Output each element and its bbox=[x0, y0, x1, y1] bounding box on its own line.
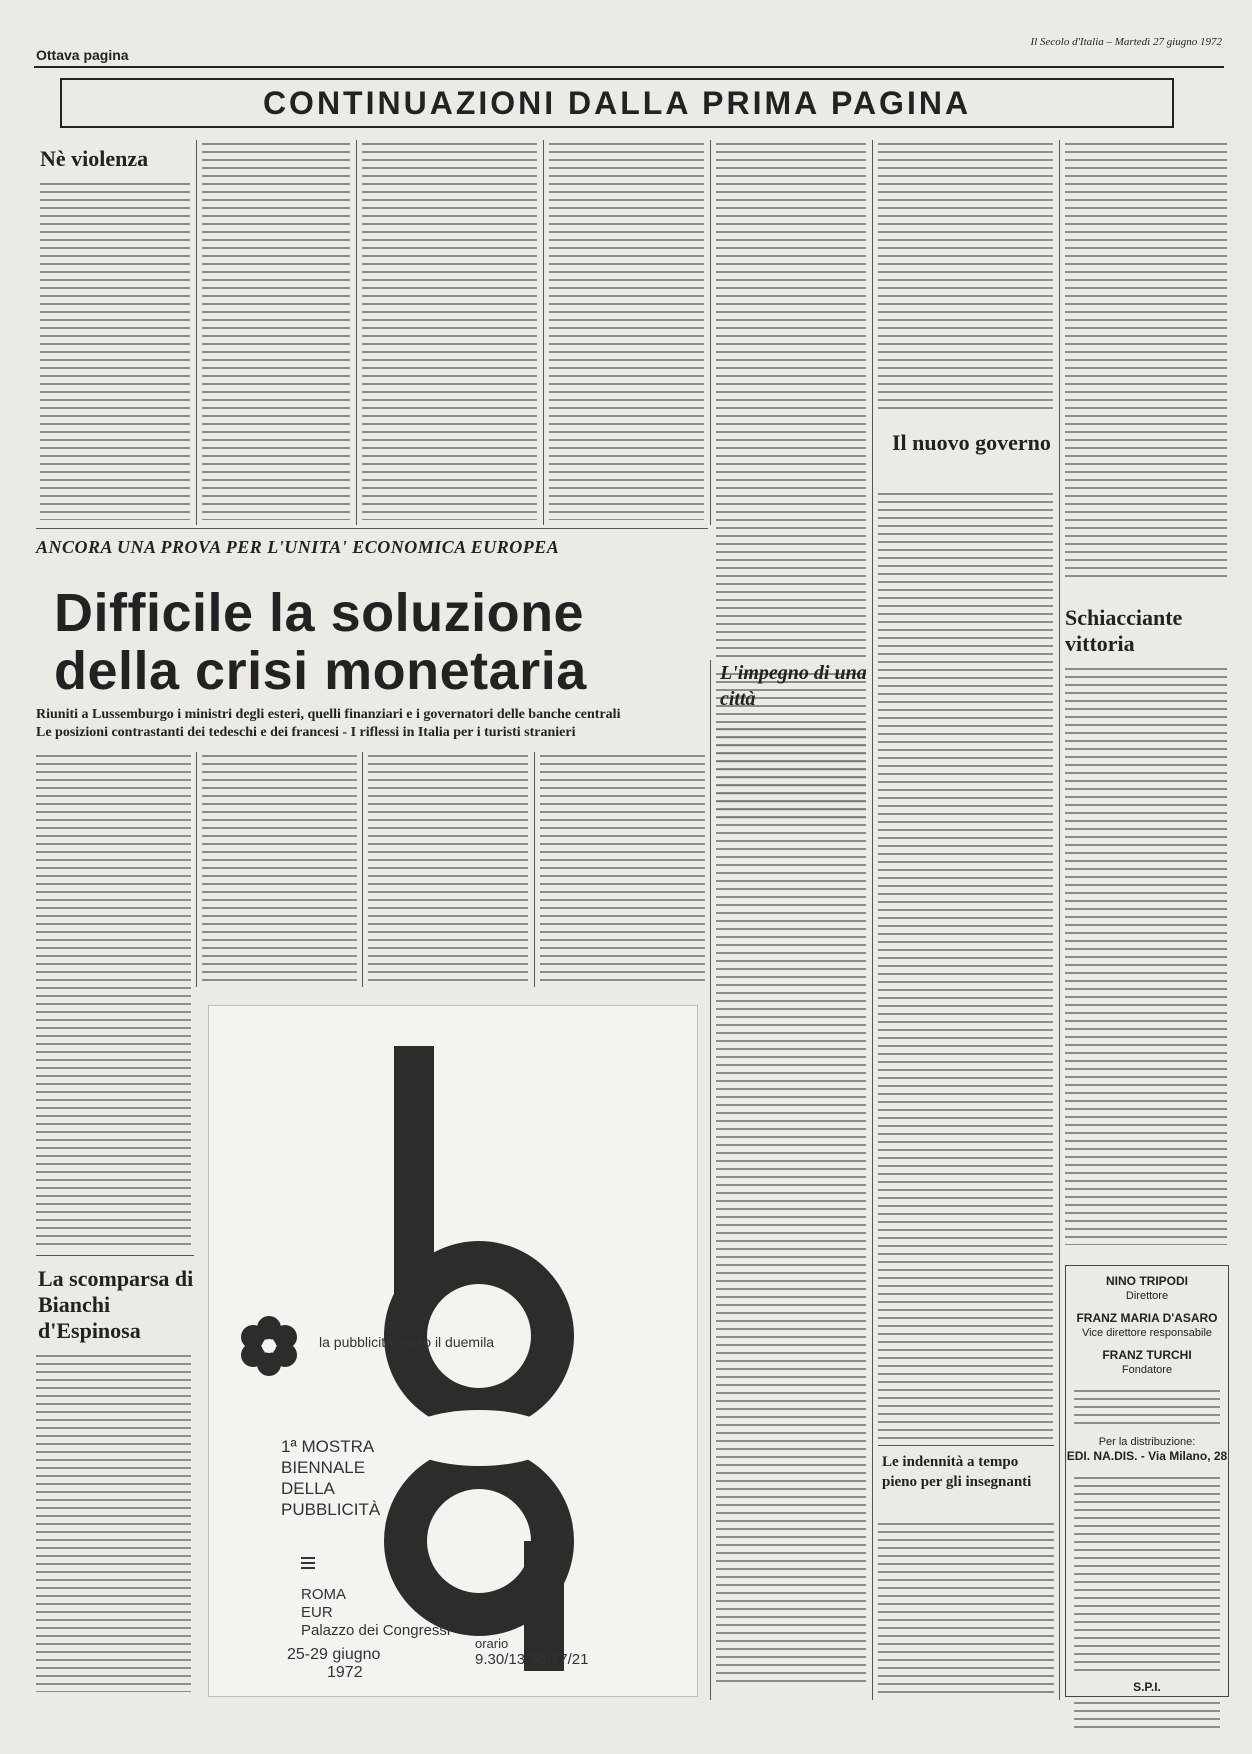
responsible-role: Vice direttore responsabile bbox=[1081, 1327, 1213, 1339]
scomparsa-title: La scomparsa di Bianchi d'Espinosa bbox=[38, 1266, 194, 1343]
main-headline-line1: Difficile la soluzione bbox=[54, 583, 585, 643]
ad-hours: orario 9.30/13.30-17/21 bbox=[475, 1636, 589, 1668]
ne-violenza-col-4 bbox=[549, 140, 704, 520]
main-story-col-1 bbox=[36, 752, 191, 1247]
advertisement-mostra-pubblicita bbox=[208, 1005, 698, 1697]
masthead-credits-box bbox=[1065, 1265, 1229, 1697]
csp-mark-icon bbox=[301, 1558, 315, 1568]
ne-violenza-col-3 bbox=[362, 140, 537, 520]
masthead-date: Il Secolo d'Italia – Martedì 27 giugno 1972 bbox=[1030, 36, 1222, 48]
main-subhead-line2: Le posizioni contrastanti dei tedeschi e dei francesi - I riflessi in Italia per i turisti stranieri bbox=[36, 725, 576, 740]
main-story-col-4 bbox=[540, 752, 705, 987]
founder-role: Fondatore bbox=[1121, 1364, 1173, 1376]
continuation-col-6 bbox=[878, 140, 1053, 415]
printer-name: S.P.I. bbox=[1133, 1680, 1161, 1694]
main-story-col-3 bbox=[368, 752, 528, 987]
indennita-title: Le indennità a tempo pieno per gli insegnanti bbox=[882, 1454, 1032, 1490]
header-rule bbox=[34, 66, 1224, 68]
distribution-value: EDI. NA.DIS. - Via Milano, 28 bbox=[1066, 1449, 1228, 1463]
continuation-col-5 bbox=[716, 140, 866, 660]
schiacciante-body bbox=[1065, 665, 1227, 1245]
main-story-kicker: ANCORA UNA PROVA PER L'UNITA' ECONOMICA EUROPEA bbox=[36, 537, 560, 557]
main-story-col-2 bbox=[202, 752, 357, 987]
ne-violenza-title: Nè violenza bbox=[40, 146, 149, 171]
ad-dates: 25-29 giugno 1972 bbox=[287, 1646, 381, 1681]
ad-location: ROMA EUR Palazzo dei Congressi bbox=[301, 1586, 451, 1639]
main-subhead-line1: Riuniti a Lussemburgo i ministri degli esteri, quelli finanziari e i governatori delle banche centrali bbox=[36, 707, 621, 722]
responsible-name: FRANZ MARIA D'ASARO bbox=[1076, 1311, 1218, 1325]
ne-violenza-col-1 bbox=[40, 180, 190, 520]
director-name: NINO TRIPODI bbox=[1105, 1274, 1188, 1288]
nuovo-governo-body bbox=[878, 490, 1053, 1440]
impegno-body bbox=[716, 725, 866, 1685]
schiacciante-title: Schiacciante vittoria bbox=[1065, 605, 1183, 656]
ne-violenza-col-2 bbox=[202, 140, 350, 520]
continuation-banner: CONTINUAZIONI DALLA PRIMA PAGINA bbox=[60, 78, 1174, 128]
director-role: Direttore bbox=[1125, 1290, 1169, 1302]
ad-event-title: 1ª MOSTRA BIENNALE DELLA PUBBLICITÀ bbox=[281, 1437, 381, 1519]
bp-logo-graphic bbox=[209, 1006, 697, 1696]
nuovo-governo-title: Il nuovo governo bbox=[892, 430, 1051, 455]
flower-logo-icon bbox=[241, 1316, 297, 1376]
ad-tagline: la pubblicità verso il duemila bbox=[319, 1334, 495, 1350]
continuation-col-7 bbox=[1065, 140, 1227, 580]
section-label: Ottava pagina bbox=[36, 47, 129, 63]
scomparsa-body bbox=[36, 1352, 191, 1692]
indennita-body bbox=[878, 1520, 1054, 1695]
impegno-title: L'impegno di una città bbox=[720, 662, 867, 710]
distribution-label: Per la distribuzione: bbox=[1098, 1436, 1196, 1448]
founder-name: FRANZ TURCHI bbox=[1102, 1348, 1192, 1362]
main-headline-line2: della crisi monetaria bbox=[54, 641, 587, 701]
